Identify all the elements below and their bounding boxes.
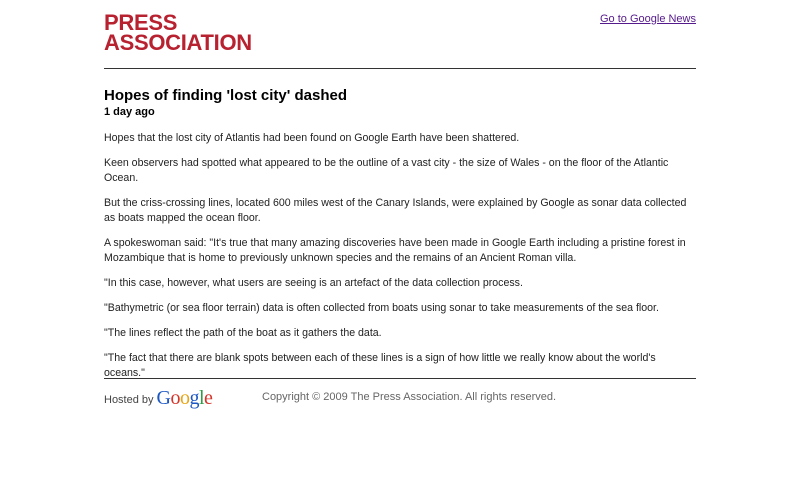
article-paragraph: "The lines reflect the path of the boat as it gathers the data.	[104, 327, 382, 339]
article-paragraph: "The fact that there are blank spots between each of these lines is a sign of how little we really know about the world's oceans."	[104, 352, 656, 379]
footer	[104, 378, 696, 419]
article-paragraph: Hopes that the lost city of Atlantis had been found on Google Earth have been shattered.	[104, 132, 520, 144]
hosted-by-label: Hosted by	[104, 394, 154, 406]
logo-line-1: PRESS	[104, 10, 178, 35]
go-to-google-news-link[interactable]: Go to Google News	[600, 13, 696, 25]
article-paragraph: "Bathymetric (or sea floor terrain) data is often collected from boats using sonar to take measurements of the sea floor.	[104, 302, 659, 314]
copyright-text: Copyright © 2009 The Press Association. All rights reserved.	[262, 391, 557, 403]
hosted-by	[104, 388, 212, 408]
header	[104, 0, 696, 69]
article-title: Hopes of finding 'lost city' dashed	[104, 87, 347, 104]
press-association-logo	[104, 10, 252, 55]
article-paragraph: Keen observers had spotted what appeared to be the outline of a vast city - the size of Wales - on the floor of the Atlantic Ocean.	[104, 157, 669, 184]
article-body	[104, 131, 696, 381]
article-age: 1 day ago	[104, 106, 155, 118]
article-paragraph: A spokeswoman said: "It's true that many amazing discoveries have been made in Google Earth including a pristine forest in Mozambique that is home to previously unknown species and the remains of an Ancient Roman villa.	[104, 237, 686, 264]
article-paragraph: But the criss-crossing lines, located 600 miles west of the Canary Islands, were explained by Google as sonar data collected as boats mapped the ocean floor.	[104, 197, 687, 224]
content-column	[104, 0, 696, 391]
logo-line-2: ASSOCIATION	[104, 30, 252, 55]
article-paragraph: "In this case, however, what users are seeing is an artefact of the data collection process.	[104, 277, 523, 289]
google-logo[interactable]: Google	[156, 387, 213, 409]
